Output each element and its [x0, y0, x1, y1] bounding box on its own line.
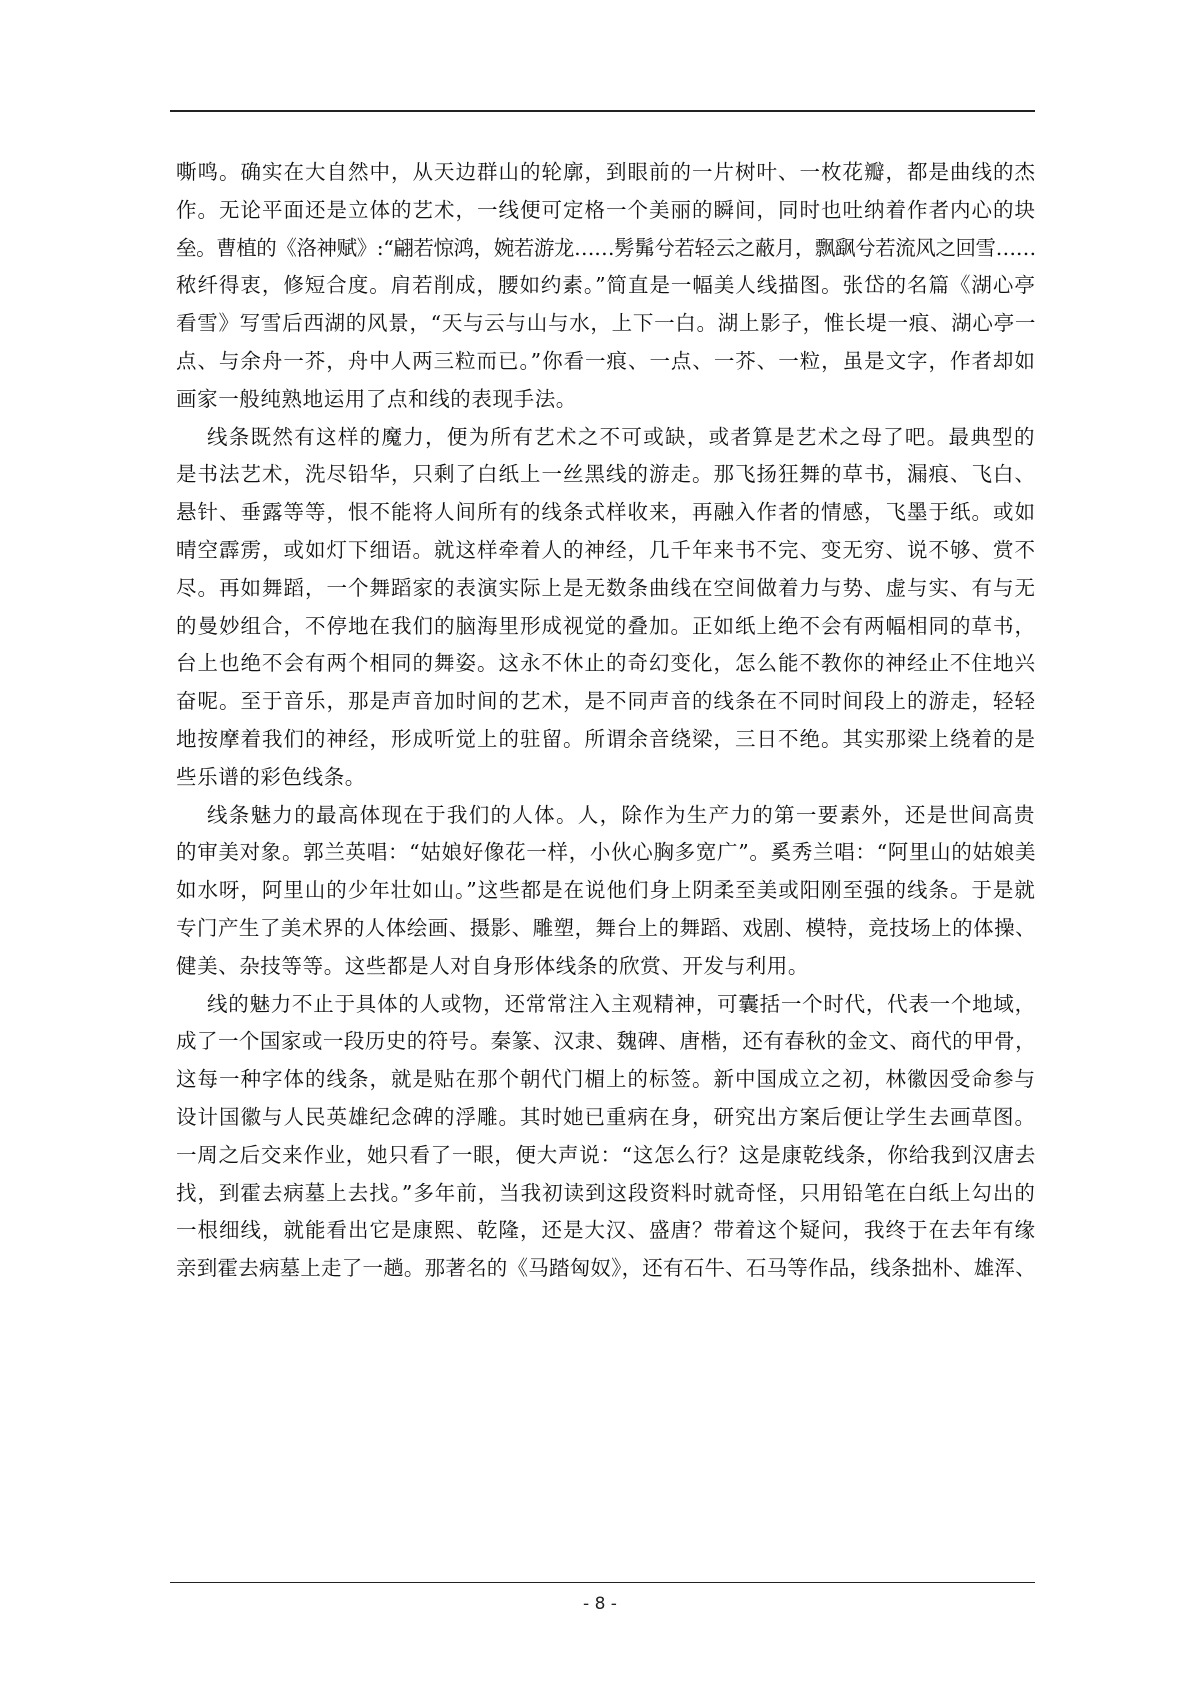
paragraph: [176, 797, 1036, 986]
text-line: 亲到霍去病墓上走了一趟。那著名的《马踏匈奴》，还有石牛、石马等作品，线条拙朴、雄浑、: [176, 1256, 1036, 1281]
text-line: 悬针、垂露等等，恨不能将人间所有的线条式样收来，再融入作者的情感，飞墨于纸。或如: [176, 500, 1036, 525]
text-line: 一周之后交来作业，她只看了一眼，便大声说：“这怎么行？这是康乾线条，你给我到汉唐去: [176, 1142, 1037, 1167]
text-line: 奋呢。至于音乐，那是声音加时间的艺术，是不同声音的线条在不同时间段上的游走，轻轻: [176, 689, 1036, 714]
text-line: 线条既然有这样的魔力，便为所有艺术之不可或缺，或者算是艺术之母了吧。最典型的: [207, 424, 1036, 449]
text-line: 嘶鸣。确实在大自然中，从天边群山的轮廓，到眼前的一片树叶、一枚花瓣，都是曲线的杰: [176, 160, 1036, 184]
text-line: 些乐谱的彩色线条。: [176, 764, 366, 789]
text-line: 画家一般纯熟地运用了点和线的表现手法。: [176, 386, 577, 411]
header-rule: [170, 110, 1035, 112]
text-line: 台上也绝不会有两个相同的舞姿。这永不休止的奇幻变化，怎么能不教你的神经止不住地兴: [176, 651, 1036, 676]
text-line: 线条魅力的最高体现在于我们的人体。人，除作为生产力的第一要素外，还是世间高贵: [207, 802, 1036, 827]
paragraph: [176, 154, 1036, 419]
text-line: 线的魅力不止于具体的人或物，还常常注入主观精神，可囊括一个时代，代表一个地域，: [207, 991, 1036, 1016]
footer-rule: [170, 1582, 1035, 1583]
text-line: 的审美对象。郭兰英唱：“姑娘好像花一样，小伙心胸多宽广”。奚秀兰唱：“阿里山的姑娘美: [176, 840, 1037, 865]
text-line: 的曼妙组合，不停地在我们的脑海里形成视觉的叠加。正如纸上绝不会有两幅相同的草书，: [176, 613, 1036, 638]
text-line: 秾纤得衷，修短合度。肩若削成，腰如约素。”简直是一幅美人线描图。张岱的名篇《湖心亭: [176, 273, 1036, 298]
text-line: 晴空霹雳，或如灯下细语。就这样牵着人的神经，几千年来书不完、变无穷、说不够、赏不: [176, 537, 1036, 562]
paragraph: [176, 419, 1036, 797]
text-line: 这每一种字体的线条，就是贴在那个朝代门楣上的标签。新中国成立之初，林徽因受命参与: [176, 1067, 1036, 1092]
text-line: 作。无论平面还是立体的艺术，一线便可定格一个美丽的瞬间，同时也吐纳着作者内心的块: [176, 197, 1036, 222]
paragraph: [176, 986, 1036, 1288]
text-line: 点、与余舟一芥，舟中人两三粒而已。”你看一痕、一点、一芥、一粒，虽是文字，作者却如: [176, 348, 1036, 373]
text-line: 垒。曹植的《洛神赋》:“翩若惊鸿，婉若游龙……髣髴兮若轻云之蔽月，飘飖兮若流风之回雪……: [176, 235, 1036, 260]
text-line: 一根细线，就能看出它是康熙、乾隆，还是大汉、盛唐？带着这个疑问，我终于在去年有缘: [176, 1218, 1036, 1243]
text-line: 健美、杂技等等。这些都是人对自身形体线条的欣赏、开发与利用。: [176, 953, 809, 978]
text-line: 成了一个国家或一段历史的符号。秦篆、汉隶、魏碑、唐楷，还有春秋的金文、商代的甲骨，: [176, 1029, 1037, 1054]
page-number: - 8 -: [583, 1594, 617, 1614]
text-line: 设计国徽与人民英雄纪念碑的浮雕。其时她已重病在身，研究出方案后便让学生去画草图。: [176, 1104, 1036, 1129]
text-line: 是书法艺术，洗尽铅华，只剩了白纸上一丝黑线的游走。那飞扬狂舞的草书，漏痕、飞白、: [176, 462, 1036, 487]
text-line: 找，到霍去病墓上去找。”多年前，当我初读到这段资料时就奇怪，只用铅笔在白纸上勾出的: [176, 1180, 1036, 1205]
article-body: [176, 154, 1036, 1288]
text-line: 如水呀，阿里山的少年壮如山。”这些都是在说他们身上阴柔至美或阳刚至强的线条。于是就: [176, 878, 1036, 903]
text-line: 尽。再如舞蹈，一个舞蹈家的表演实际上是无数条曲线在空间做着力与势、虚与实、有与无: [176, 575, 1036, 600]
text-line: 看雪》写雪后西湖的风景，“天与云与山与水，上下一白。湖上影子，惟长堤一痕、湖心亭一: [176, 311, 1037, 336]
text-line: 专门产生了美术界的人体绘画、摄影、雕塑，舞台上的舞蹈、戏剧、模特，竞技场上的体操、: [176, 915, 1037, 940]
text-line: 地按摩着我们的神经，形成听觉上的驻留。所谓余音绕梁，三日不绝。其实那梁上绕着的是: [176, 726, 1036, 751]
